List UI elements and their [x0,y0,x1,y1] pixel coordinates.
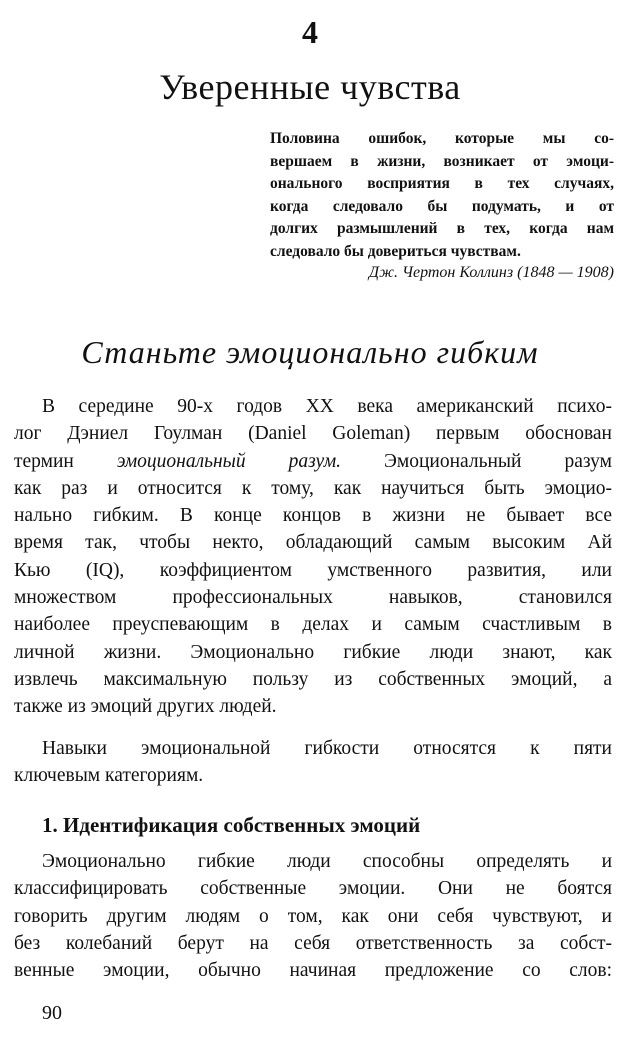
epigraph-line: вершаем в жизни, возникает от эмоци- [270,152,614,170]
epigraph-line: долгих размышлений в тех, когда нам [270,220,614,237]
epigraph [270,128,614,263]
text-line: как раз и относится к тому, как научиться быть эмоцио- [14,477,612,499]
text-line: лог Дэниел Гоулман (Daniel Goleman) первым обоснован [14,423,612,445]
text-line: ключевым категориям. [14,765,204,787]
text-line: классифицировать собственные эмоции. Они не боятся [14,878,612,900]
text-line: личной жизни. Эмоционально гибкие люди знают, как [14,641,612,663]
text-fragment: термин [14,450,117,472]
text-line: наиболее преуспевающим в делах и самым счастливым в [14,614,612,636]
epigraph-line: когда следовало бы подумать, и от [270,197,614,215]
text-line: нально гибким. В конце концов в жизни не бывает все [14,505,612,527]
text-fragment: Эмоциональный разум [341,450,612,472]
text-line: время так, чтобы некто, обладающий самым высоким Ай [14,532,612,554]
paragraph-3 [14,848,612,984]
chapter-number: 4 [302,14,318,50]
chapter-title: Уверенные чувства [159,67,461,107]
text-line: Кью (IQ), коэффициентом умственного развития, или [14,559,612,581]
page-number: 90 [42,1002,62,1024]
paragraph-1 [14,393,612,721]
text-line: извлечь максимальную пользу из собственных эмоций, а [14,668,612,690]
text-line: Навыки эмоциональной гибкости относятся к пяти [42,738,612,759]
section-title: Станьте эмоционально гибким [81,334,539,370]
epigraph-line: следовало бы довериться чувствам. [270,242,521,260]
paragraph-2 [14,735,612,790]
text-line: также из эмоций других людей. [14,696,277,718]
text-line: Эмоционально гибкие люди способны определять и [42,851,612,872]
text-line [14,448,612,475]
epigraph-line: онального восприятия в тех случаях, [270,175,614,192]
epigraph-line: Половина ошибок, которые мы со- [270,130,614,147]
subheading: 1. Идентификация собственных эмоций [42,813,421,837]
text-line: В середине 90-х годов XX века американский психо- [42,396,612,417]
text-line: множеством профессиональных навыков, становился [14,587,612,609]
text-line: говорить другим людям о том, как они себя чувствуют, и [14,905,612,927]
text-line: без колебаний берут на себя ответственность за собст- [14,932,612,954]
text-line: венные эмоции, обычно начиная предложение со слов: [14,960,612,982]
epigraph-author: Дж. Чертон Коллинз (1848 — 1908) [368,264,614,281]
emphasized-term: эмоциональный разум. [116,450,342,472]
